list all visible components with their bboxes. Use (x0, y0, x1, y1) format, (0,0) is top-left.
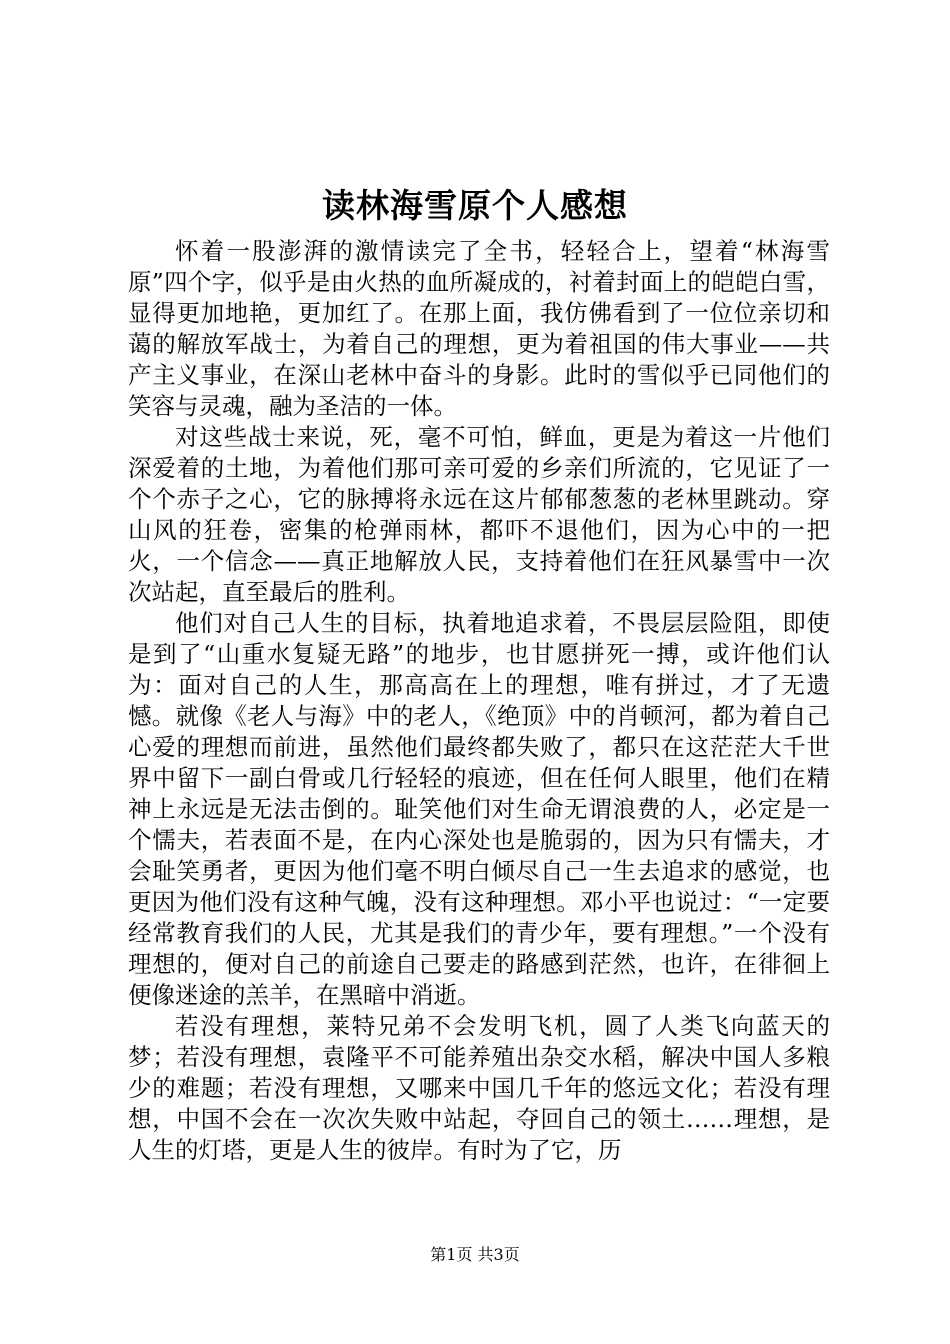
paragraph: 怀着一股澎湃的激情读完了全书，轻轻合上，望着“林海雪原”四个字，似乎是由火热的血所凝成的，衬着封面上的皑皑白雪，显得更加地艳，更加红了。在那上面，我仿佛看到了一位位亲切和蔼的解放军战士，为着自己的理想，更为着祖国的伟大事业——共产主义事业，在深山老林中奋斗的身影。此时的雪似乎已同他们的笑容与灵魂，融为圣洁的一体。 (128, 237, 830, 420)
paragraph: 若没有理想，莱特兄弟不会发明飞机，圆了人类飞向蓝天的梦；若没有理想，袁隆平不可能养殖出杂交水稻，解决中国人多粮少的难题；若没有理想，又哪来中国几千年的悠远文化；若没有理想，中国不会在一次次失败中站起，夺回自己的领土……理想，是人生的灯塔，更是人生的彼岸。有时为了它，历 (128, 1012, 830, 1164)
paragraph: 对这些战士来说，死，毫不可怕，鲜血，更是为着这一片他们深爱着的土地，为着他们那可亲可爱的乡亲们所流的，它见证了一个个赤子之心，它的脉搏将永远在这片郁郁葱葱的老林里跳动。穿山风的狂卷，密集的枪弹雨林，都吓不退他们，因为心中的一把火，一个信念——真正地解放人民，支持着他们在狂风暴雪中一次次站起，直至最后的胜利。 (128, 423, 830, 606)
paragraph: 他们对自己人生的目标，执着地追求着，不畏层层险阻，即使是到了“山重水复疑无路”的地步，也甘愿拼死一搏，或许他们认为：面对自己的人生，那高高在上的理想，唯有拼过，才了无遗憾。就像《老人与海》中的老人，《绝顶》中的肖顿河，都为着自己心爱的理想而前进，虽然他们最终都失败了，都只在这茫茫大千世界中留下一副白骨或几行轻轻的痕迹，但在任何人眼里，他们在精神上永远是无法击倒的。耻笑他们对生命无谓浪费的人，必定是一个懦夫，若表面不是，在内心深处也是脆弱的，因为只有懦夫，才会耻笑勇者，更因为他们毫不明白倾尽自己一生去追求的感觉，也更因为他们没有这种气魄，没有这种理想。邓小平也说过：“一定要经常教育我们的人民，尤其是我们的青少年，要有理想。”一个没有理想的，便对自己的前途自己要走的路感到茫然，也许，在徘徊上便像迷途的羔羊，在黑暗中消逝。 (128, 609, 830, 1009)
page-number-footer: 第1页 共3页 (430, 1245, 520, 1264)
document-body (128, 236, 830, 1166)
document-title: 读林海雪原个人感想 (322, 186, 628, 225)
